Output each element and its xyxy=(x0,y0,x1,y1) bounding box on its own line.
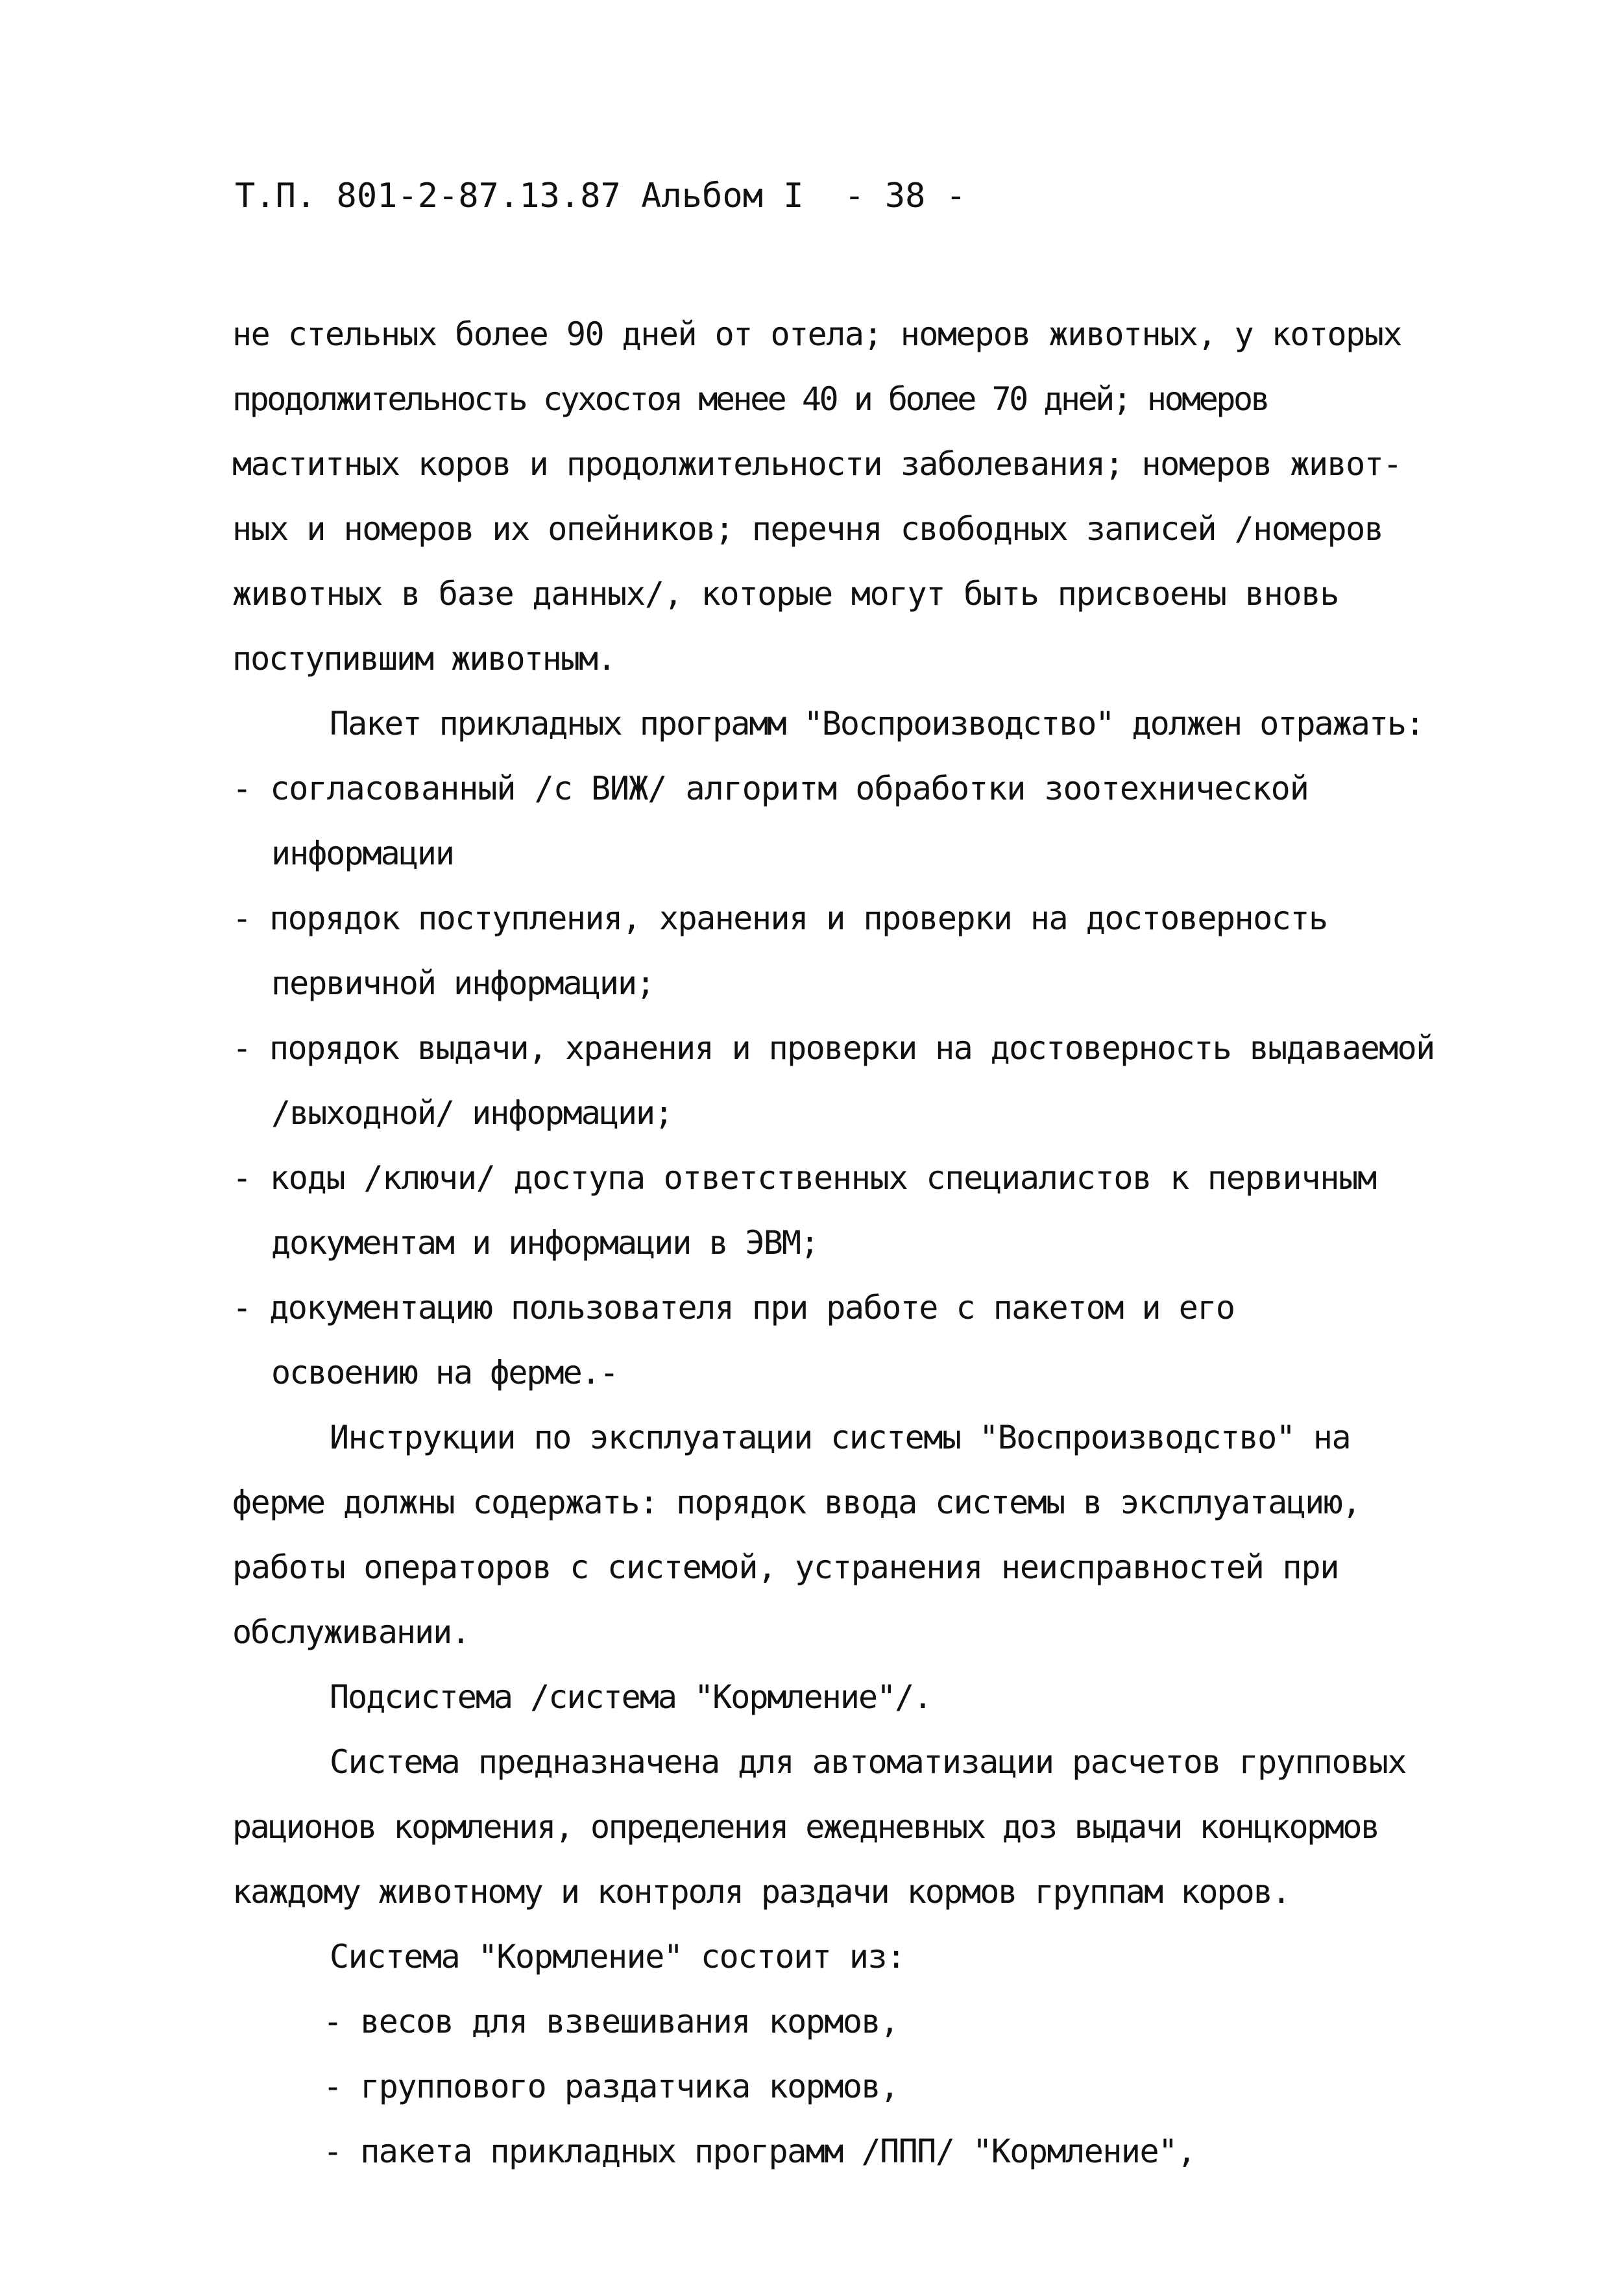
list-item-continuation: документам и информации в ЭВМ; xyxy=(271,1224,819,1262)
page-header: Т.П. 801-2-87.13.87 Альбом I - 38 - xyxy=(235,177,967,215)
list-item: - документацию пользователя при работе с пакетом и его xyxy=(232,1289,1235,1327)
text-line: Пакет прикладных программ "Воспроизводство" должен отражать: xyxy=(330,705,1424,742)
list-item: - согласованный /с ВИЖ/ алгоритм обработки зоотехнической xyxy=(232,770,1309,807)
text-line: животных в базе данных/, которые могут быть присвоены вновь xyxy=(232,575,1339,613)
text-line: Система предназначена для автоматизации расчетов групповых xyxy=(330,1743,1406,1781)
text-line: ферме должны содержать: порядок ввода системы в эксплуатацию, xyxy=(232,1484,1361,1521)
list-item-continuation: освоению на ферме.- xyxy=(271,1354,618,1391)
list-item: - весов для взвешивания кормов, xyxy=(323,2003,899,2040)
text-line: Система "Кормление" состоит из: xyxy=(330,1938,905,1975)
list-item: - пакета прикладных программ /ППП/ "Кормление", xyxy=(323,2133,1196,2170)
text-line: Инструкции по эксплуатации системы "Воспроизводство" на xyxy=(330,1419,1351,1456)
list-item-continuation: /выходной/ информации; xyxy=(271,1094,673,1132)
text-line: продолжительность сухостоя менее 40 и более 70 дней; номеров xyxy=(232,380,1268,418)
text-line: ных и номеров их опейников; перечня свободных записей /номеров xyxy=(232,510,1383,548)
text-line: рационов кормления, определения ежедневных доз выдачи концкормов xyxy=(232,1808,1379,1846)
text-line: работы операторов с системой, устранения неисправностей при xyxy=(232,1548,1339,1586)
list-item: - группового раздатчика кормов, xyxy=(323,2068,899,2105)
text-line: каждому животному и контроля раздачи кормов группам коров. xyxy=(232,1873,1290,1911)
section-heading: Подсистема /система "Кормление"/. xyxy=(330,1678,932,1716)
text-line: не стельных более 90 дней от отела; номеров животных, у которых xyxy=(232,315,1401,353)
list-item-continuation: информации xyxy=(271,835,454,872)
text-line: обслуживании. xyxy=(232,1613,470,1651)
list-item: - порядок поступления, хранения и проверки на достоверность xyxy=(232,899,1327,937)
list-item: - порядок выдачи, хранения и проверки на достоверность выдаваемой xyxy=(232,1029,1435,1067)
text-line: поступившим животным. xyxy=(232,640,616,678)
list-item: - коды /ключи/ доступа ответственных специалистов к первичным xyxy=(232,1159,1377,1197)
text-line: маститных коров и продолжительности заболевания; номеров живот- xyxy=(232,445,1401,483)
list-item-continuation: первичной информации; xyxy=(271,964,655,1002)
